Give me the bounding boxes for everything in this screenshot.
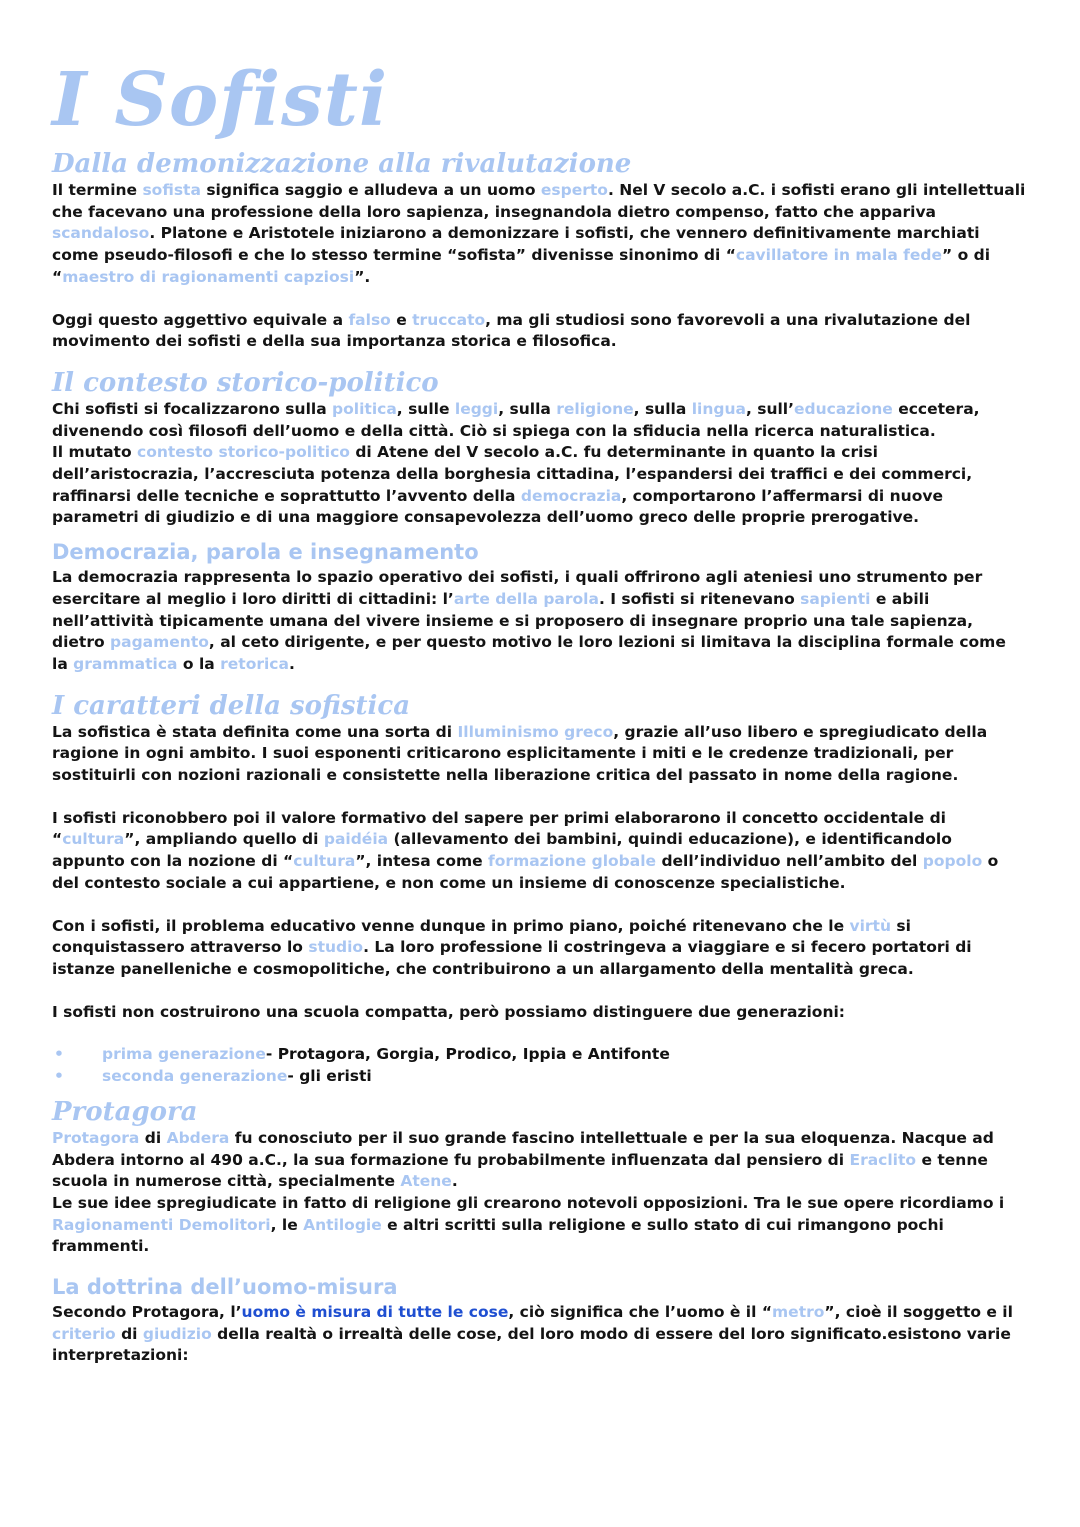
highlight: religione	[556, 399, 634, 418]
emphasis: uomo è misura di tutte le cose	[241, 1303, 509, 1322]
highlight: prima generazione	[102, 1045, 266, 1064]
heading-uomo-misura: La dottrina dell’uomo-misura	[52, 1275, 398, 1300]
text: si conquistassero attraverso lo	[52, 916, 911, 957]
paragraph	[52, 722, 1026, 787]
text: , sull’	[745, 399, 794, 418]
heading-demonizzazione: Dalla demonizzazione alla rivalutazione	[52, 149, 632, 179]
highlight: arte della parola	[453, 589, 599, 608]
text: ” o di “	[52, 246, 991, 286]
highlight: maestro di ragionamenti capziosi	[62, 267, 355, 286]
highlight: democrazia	[520, 486, 622, 505]
highlight: Abdera	[166, 1128, 230, 1147]
highlight: Eraclito	[849, 1150, 917, 1169]
list-item	[102, 1044, 1026, 1066]
text: .	[288, 654, 295, 673]
highlight: paidéia	[323, 830, 389, 849]
highlight: virtù	[849, 916, 892, 935]
paragraph	[52, 1193, 1026, 1258]
text: , sulla	[633, 399, 692, 418]
text: - Protagora, Gorgia, Prodico, Ippia e Antifonte	[265, 1045, 670, 1064]
text: e altri scritti sulla religione e sullo stato di cui rimangono pochi frammenti.	[52, 1215, 944, 1256]
text: della realtà o irrealtà delle cose, del loro modo di essere del loro significato.esistono varie interpretazioni:	[52, 1324, 1011, 1365]
paragraph	[52, 310, 1026, 353]
paragraph	[52, 916, 1026, 981]
text: e	[390, 310, 413, 329]
highlight: studio	[308, 938, 364, 957]
heading-democrazia: Democrazia, parola e insegnamento	[52, 540, 479, 565]
text: Secondo Protagora, l’	[52, 1303, 242, 1322]
highlight: esperto	[540, 181, 608, 199]
text: ”, intesa come	[355, 852, 489, 871]
text: dell’individuo nell’ambito del	[656, 852, 923, 871]
text: o del contesto sociale a cui appartiene, e non come un insieme di conoscenze specialistiche.	[52, 852, 999, 892]
text: , ciò significa che l’uomo è il “	[508, 1303, 773, 1322]
heading-protagora: Protagora	[52, 1096, 198, 1127]
highlight: Illuminismo greco	[457, 722, 614, 741]
highlight: seconda generazione	[102, 1067, 288, 1086]
highlight: scandaloso	[52, 224, 150, 243]
highlight: popolo	[922, 852, 983, 871]
text: di	[139, 1128, 167, 1147]
highlight: contesto storico-politico	[137, 443, 350, 462]
text: Il termine	[52, 181, 143, 199]
highlight: grammatica	[73, 654, 178, 673]
text: , grazie all’uso libero e spregiudicato della ragione in ogni ambito. I suoi esponenti criticarono esplicitamente i miti e le credenze tradizionali, per sostituirli con nozioni razionali e consistette nella liberazione critica del passato in nome della ragione.	[52, 722, 988, 785]
paragraph	[52, 1128, 1026, 1193]
text: , comportarono l’affermarsi di nuove parametri di giudizio e di una maggiore consapevolezza dell’uomo greco delle proprie prerogative.	[52, 486, 943, 527]
highlight: pagamento	[110, 633, 209, 652]
text: .	[451, 1172, 458, 1191]
text: . La loro professione li costringeva a viaggiare e si fecero portatori di istanze panelleniche e cosmopolitiche, che contribuirono a un allargamento della mentalità greca.	[52, 938, 972, 978]
highlight: sofista	[142, 181, 201, 199]
highlight: giudizio	[142, 1324, 212, 1343]
highlight: cultura	[293, 852, 356, 871]
text: e tenne scuola in numerose città, specialmente	[52, 1150, 988, 1191]
highlight: Protagora	[52, 1128, 140, 1147]
text: La democrazia rappresenta lo spazio operativo dei sofisti, i quali offrirono agli ateniesi uno strumento per esercitare al meglio i loro diritti di cittadini: l’	[52, 568, 983, 608]
paragraph	[52, 1302, 1026, 1367]
text: , al ceto dirigente, e per questo motivo le loro lezioni si limitava la disciplina formale come la	[52, 633, 1006, 673]
text: , sulla	[498, 399, 557, 418]
list-item	[102, 1066, 1026, 1088]
text: Oggi questo aggettivo equivale a	[52, 310, 349, 329]
highlight: metro	[772, 1303, 825, 1322]
highlight: leggi	[454, 399, 499, 418]
heading-caratteri: I caratteri della sofistica	[52, 690, 411, 721]
text: Le sue idee spregiudicate in fatto di religione gli crearono notevoli opposizioni. Tra le sue opere ricordiamo i	[52, 1193, 1005, 1212]
paragraph	[52, 180, 1026, 289]
paragraph	[52, 399, 1026, 442]
text: fu conosciuto per il suo grande fascino intellettuale e per la sua eloquenza. Nacque ad Abdera intorno al 490 a.C., la sua formazione fu probabilmente influenzata dal pensiero di	[52, 1128, 994, 1169]
highlight: truccato	[412, 310, 486, 329]
paragraph	[52, 442, 1026, 529]
paragraph	[52, 808, 1026, 895]
text: significa saggio e alludeva a un uomo	[200, 181, 541, 199]
highlight: Antilogie	[303, 1215, 382, 1234]
paragraph	[52, 567, 1026, 676]
text: di	[115, 1324, 143, 1343]
text: . I sofisti si ritenevano	[598, 589, 801, 608]
text: , le	[270, 1215, 304, 1234]
document-title: I Sofisti	[52, 57, 389, 143]
text: ”.	[354, 267, 371, 286]
text: La sofistica è stata definita come una sorta di	[52, 722, 458, 741]
highlight: educazione	[794, 399, 893, 418]
highlight: Atene	[400, 1172, 452, 1191]
text: Il mutato	[52, 443, 137, 462]
text: Con i sofisti, il problema educativo venne dunque in primo piano, poiché ritenevano che le	[52, 916, 850, 935]
text: I sofisti riconobbero poi il valore formativo del sapere per primi elaborarono il concetto occidentale di “	[52, 808, 946, 849]
text: Chi sofisti si focalizzarono sulla	[52, 399, 333, 418]
highlight: politica	[332, 399, 397, 418]
text: . Platone e Aristotele iniziarono a demonizzare i sofisti, che vennero definitivamente marchiati come pseudo-filosofi e che lo stesso termine “sofista” divenisse sinonimo di “	[52, 224, 980, 265]
highlight: cultura	[62, 830, 125, 849]
highlight: Ragionamenti Demolitori	[52, 1215, 271, 1234]
text: di Atene del V secolo a.C. fu determinante in quanto la crisi dell’aristocrazia, l’accresciuta potenza della borghesia cittadina, l’espandersi dei traffici e dei commerci, raffinarsi delle tecniche e soprattutto l’avvento della	[52, 443, 973, 505]
text: e abili nell’attività tipicamente umana del vivere insieme e si proposero di insegnare proprio una tale sapienza, dietro	[52, 589, 973, 652]
highlight: retorica	[220, 654, 289, 673]
highlight: formazione globale	[488, 852, 657, 871]
text: . Nel V secolo a.C. i sofisti erano gli intellettuali che facevano una professione della loro sapienza, insegnandola dietro compenso, fatto che appariva	[52, 181, 1026, 221]
text: , sulle	[396, 399, 455, 418]
highlight: cavillatore in mala fede	[735, 246, 943, 265]
text: ”, cioè il soggetto e il	[824, 1303, 1013, 1322]
highlight: criterio	[52, 1324, 116, 1343]
generations-list	[52, 1044, 1026, 1087]
highlight: lingua	[691, 399, 746, 418]
text: o la	[177, 654, 221, 673]
text: (allevamento dei bambini, quindi educazione), e identificandolo appunto con la nozione di “	[52, 830, 952, 871]
text: ”, ampliando quello di	[124, 830, 324, 849]
text: eccetera, divenendo così filosofi dell’uomo e della città. Ciò si spiega con la sfiducia nella ricerca naturalistica.	[52, 399, 980, 440]
highlight: sapienti	[800, 589, 871, 608]
highlight: falso	[348, 310, 391, 329]
heading-contesto: Il contesto storico-politico	[52, 367, 439, 398]
text: , ma gli studiosi sono favorevoli a una rivalutazione del movimento dei sofisti e della sua importanza storica e filosofica.	[52, 310, 971, 351]
text: - gli eristi	[287, 1067, 372, 1086]
paragraph: I sofisti non costruirono una scuola compatta, però possiamo distinguere due generazioni:	[52, 1002, 845, 1021]
